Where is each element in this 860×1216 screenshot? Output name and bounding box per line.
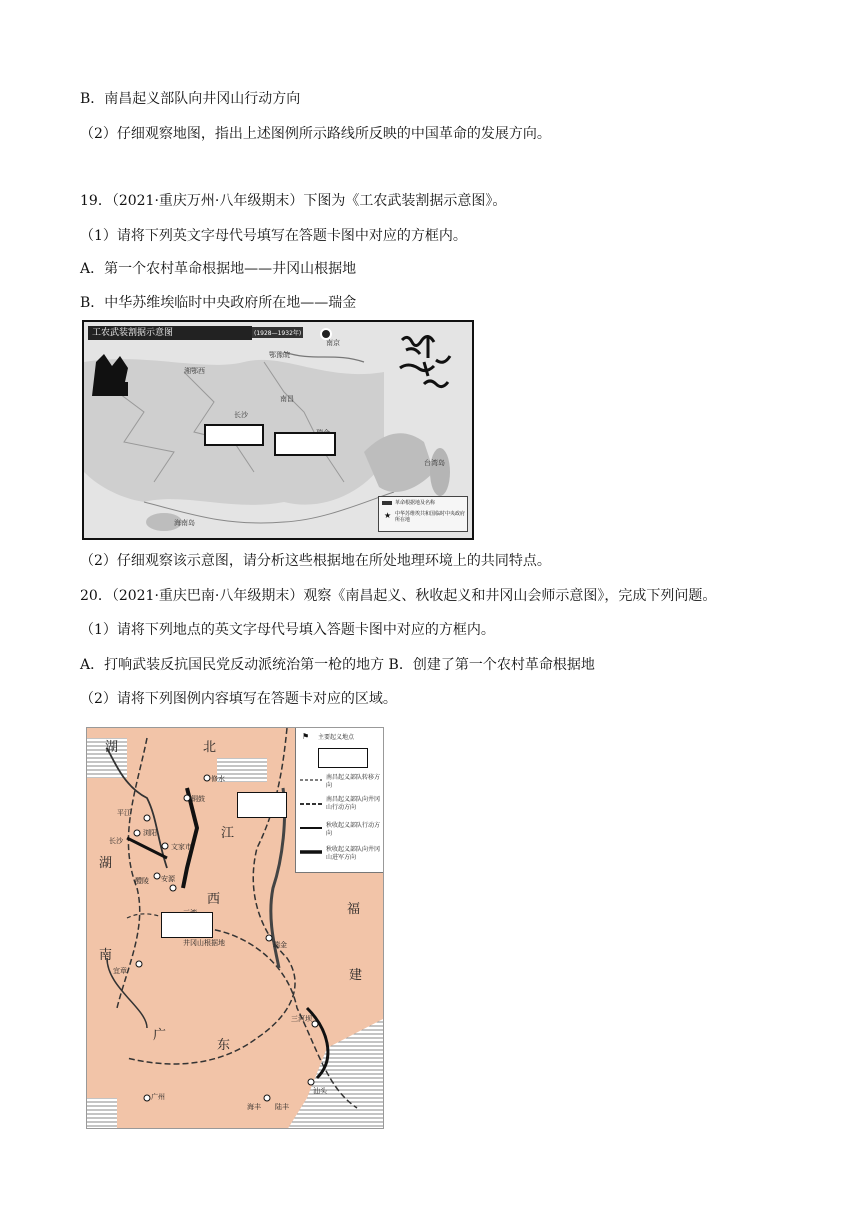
map1-title: 工农武装割据示意图 [88,326,252,340]
map1-legend [378,496,468,532]
armed-separatism-map [82,320,474,540]
question-19-option-b: B．中华苏维埃临时中央政府所在地——瑞金 [80,295,357,311]
map2-province-bei: 北 [203,740,217,755]
map2-place-changsha: 长沙 [109,837,123,845]
map2-province-nan: 南 [99,948,113,963]
map1-label-taiwan: 台湾岛 [424,459,445,467]
question-20-title: 20．（2021·重庆巴南·八年级期末）观察《南昌起义、秋收起义和井冈山会师示意图》，完成下列问题。 [80,588,717,604]
map2-place-shantou: 汕头 [313,1087,327,1095]
question-19-title: 19．（2021·重庆万州·八年级期末）下图为《工农武装割据示意图》。 [80,193,507,209]
base-area-legend-icon [382,501,392,505]
map2-place-yizhang: 宜章 [113,967,127,975]
question-20-options: A．打响武装反抗国民党反动派统治第一枪的地方 B．创建了第一个农村革命根据地 [80,657,595,673]
map2-legend-l1: 主要起义地点 [318,734,355,741]
answer-box-b[interactable] [161,912,213,938]
map1-label-nanjing: 南京 [326,339,340,347]
map2-province-hu: 湖 [105,740,119,755]
map1-label-xiangxi: 湘鄂西 [184,367,205,375]
map2-province-guang: 广 [153,1028,167,1043]
map2-province-fu: 福 [347,902,361,917]
map1-label-changsha: 长沙 [234,411,248,419]
map2-legend-l2: 南昌起义部队转移方向 [326,774,381,789]
map2-place-guangzhou: 广州 [151,1093,165,1101]
map2-place-ruijin: 瑞金 [273,941,287,949]
map2-legend [295,728,384,873]
question-19-part1: （1）请将下列英文字母代号填写在答题卡图中对应的方框内。 [80,228,467,244]
map2-province-hu2: 湖 [99,856,113,871]
map1-legend-item1: 革命根据地及名称 [395,500,436,506]
map2-place-xiushui: 修水 [211,775,225,783]
answer-box-a[interactable] [237,792,287,818]
uprising-map [86,727,384,1129]
map2-place-liuyang: 浏阳 [143,829,157,837]
map2-place-pingjiang: 平江 [117,809,131,817]
question-2-line: （2）仔细观察地图，指出上述图例所示路线所反映的中国革命的发展方向。 [80,126,551,142]
map2-province-xi: 西 [207,892,221,907]
map2-place-anyuan: 安源 [161,875,175,883]
map2-legend-l5: 秋收起义部队向井冈山进军方向 [326,846,381,861]
map2-legend-l3: 南昌起义部队向井冈山行动方向 [326,796,381,811]
flag-icon: ⚑ [302,732,310,741]
question-19-part2: （2）仔细观察该示意图，请分析这些根据地在所处地理环境上的共同特点。 [80,553,551,569]
map2-place-jgs: 井冈山根据地 [183,939,225,947]
map2-place-haifeng: 海丰 [247,1103,261,1111]
map1-label-hainan: 海南岛 [174,519,195,527]
question-20-part2: （2）请将下列图例内容填写在答题卡对应的区域。 [80,691,397,707]
map2-legend-l4: 秋收起义部队行动方向 [326,822,381,837]
map2-place-liling: 醴陵 [135,877,149,885]
question-20-part1: （1）请将下列地点的英文字母代号填入答题卡图中对应的方框内。 [80,622,495,638]
map1-label-nanchang: 南昌 [280,395,294,403]
map1-subtitle: (1928—1932年) [252,327,303,338]
map2-province-jian: 建 [349,968,363,983]
star-icon: ★ [384,511,392,520]
map2-place-wenjiashi: 文家市 [171,843,192,851]
answer-box-1[interactable] [204,424,264,446]
map1-label-eyuwan: 鄂豫皖 [269,351,290,359]
map1-legend-item2: 中华苏维埃共和国临时中央政府所在地 [395,511,466,523]
map2-province-jiang: 江 [221,826,235,841]
option-b-line: B．南昌起义部队向井冈山行动方向 [80,91,301,107]
map2-place-tonggu: 铜鼓 [191,795,205,803]
map2-place-lufeng: 陆丰 [275,1103,289,1111]
map2-place-sanheba: 三河坝 [291,1015,312,1023]
answer-box-2[interactable] [274,432,336,456]
question-19-option-a: A．第一个农村革命根据地——井冈山根据地 [80,261,357,277]
map2-province-dong: 东 [217,1038,231,1053]
